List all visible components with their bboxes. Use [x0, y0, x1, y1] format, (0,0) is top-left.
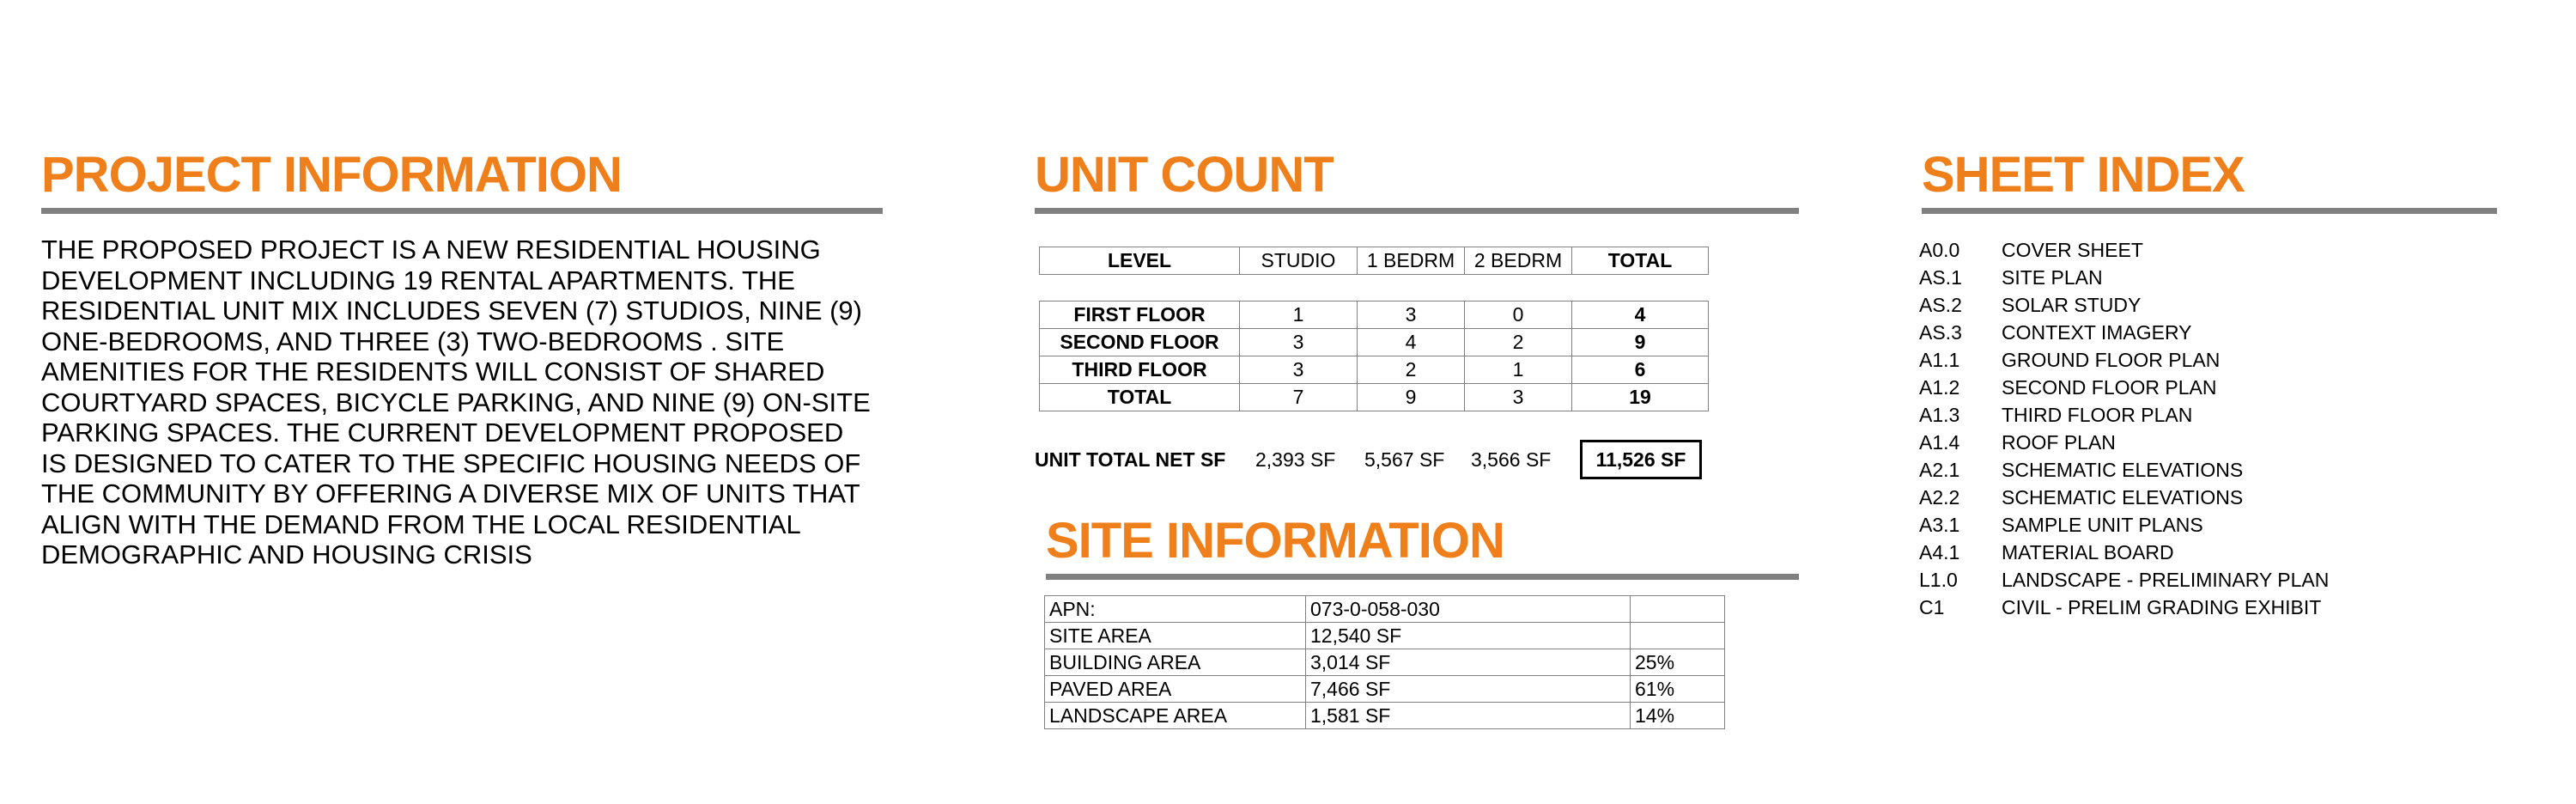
heading-divider [41, 208, 883, 214]
heading-divider [1035, 208, 1799, 214]
description-line: ALIGN WITH THE DEMAND FROM THE LOCAL RESIDENTIAL [41, 509, 801, 539]
site-percent-cell [1631, 623, 1725, 649]
list-item [1919, 484, 2329, 511]
total-cell: 6 [1572, 356, 1709, 384]
level-cell: FIRST FLOOR [1040, 302, 1240, 329]
two-bed-net-sf: 3,566 SF [1471, 448, 1552, 471]
level-cell: SECOND FLOOR [1040, 329, 1240, 356]
table-row [1045, 703, 1725, 729]
list-item [1919, 291, 2329, 319]
list-item [1919, 429, 2329, 456]
sheet-index-section [1922, 148, 2497, 214]
site-value-cell: 1,581 SF [1306, 703, 1631, 729]
description-line: COURTYARD SPACES, BICYCLE PARKING, AND NINE (9) ON-SITE [41, 387, 871, 417]
sheet-title: THIRD FLOOR PLAN [2002, 404, 2193, 426]
heading-divider [1046, 574, 1799, 580]
description-line: DEVELOPMENT INCLUDING 19 RENTAL APARTMENTS. THE [41, 265, 795, 295]
description-line: RESIDENTIAL UNIT MIX INCLUDES SEVEN (7) STUDIOS, NINE (9) [41, 295, 862, 326]
sheet-title: GROUND FLOOR PLAN [2002, 349, 2221, 371]
one-bed-cell: 2 [1358, 356, 1465, 384]
list-item [1919, 264, 2329, 291]
site-information-heading: SITE INFORMATION [1046, 513, 1504, 569]
sheet-code: A2.1 [1919, 459, 1960, 481]
studio-cell: 3 [1240, 329, 1358, 356]
sheet-code: A1.3 [1919, 404, 1960, 426]
list-item [1919, 401, 2329, 429]
table-row [1045, 623, 1725, 649]
unit-count-table [1039, 301, 1709, 411]
site-label-cell: SITE AREA [1045, 623, 1306, 649]
sheet-code: L1.0 [1919, 569, 1958, 591]
header-cell: 1 BEDRM [1358, 247, 1465, 275]
table-row [1040, 302, 1709, 329]
sheet-title: SECOND FLOOR PLAN [2002, 376, 2217, 399]
level-cell: TOTAL [1040, 384, 1240, 411]
site-information-table [1044, 595, 1725, 729]
one-bed-cell: 4 [1358, 329, 1465, 356]
level-cell: THIRD FLOOR [1040, 356, 1240, 384]
total-net-sf: 11,526 SF [1580, 440, 1702, 479]
sheet-code: A4.1 [1919, 541, 1960, 563]
total-cell: 4 [1572, 302, 1709, 329]
sheet-code: C1 [1919, 596, 1945, 618]
site-percent-cell: 61% [1631, 676, 1725, 703]
list-item [1919, 374, 2329, 401]
table-row [1045, 676, 1725, 703]
sheet-title: CIVIL - PRELIM GRADING EXHIBIT [2002, 596, 2322, 618]
sheet-title: SOLAR STUDY [2002, 294, 2142, 316]
description-line: AMENITIES FOR THE RESIDENTS WILL CONSIST OF SHARED [41, 356, 825, 387]
sheet-code: A1.1 [1919, 349, 1960, 371]
sheet-title: ROOF PLAN [2002, 431, 2116, 454]
two-bed-cell: 1 [1465, 356, 1572, 384]
unit-total-net-sf-row [1035, 440, 1702, 479]
one-bed-cell: 9 [1358, 384, 1465, 411]
table-row [1045, 596, 1725, 623]
site-value-cell: 7,466 SF [1306, 676, 1631, 703]
header-cell: LEVEL [1040, 247, 1240, 275]
header-cell: 2 BEDRM [1465, 247, 1572, 275]
description-line: ONE-BEDROOMS, AND THREE (3) TWO-BEDROOMS . SITE [41, 326, 785, 356]
list-item [1919, 566, 2329, 594]
sheet-title: MATERIAL BOARD [2002, 541, 2174, 563]
site-label-cell: BUILDING AREA [1045, 649, 1306, 676]
site-value-cell: 12,540 SF [1306, 623, 1631, 649]
header-cell: TOTAL [1572, 247, 1709, 275]
unit-count-header-table [1039, 247, 1709, 275]
list-item [1919, 319, 2329, 346]
sheet-code: A1.4 [1919, 431, 1960, 454]
table-row [1040, 329, 1709, 356]
list-item [1919, 511, 2329, 539]
sheet-index-heading: SHEET INDEX [1922, 147, 2245, 203]
site-percent-cell: 25% [1631, 649, 1725, 676]
sheet-title: SITE PLAN [2002, 266, 2103, 289]
project-description [41, 234, 883, 570]
description-line: IS DESIGNED TO CATER TO THE SPECIFIC HOUSING NEEDS OF [41, 448, 861, 478]
table-row [1045, 649, 1725, 676]
site-percent-cell: 14% [1631, 703, 1725, 729]
header-cell: STUDIO [1240, 247, 1358, 275]
net-sf-label: UNIT TOTAL NET SF [1035, 448, 1226, 471]
sheet-title: SCHEMATIC ELEVATIONS [2002, 486, 2244, 509]
sheet-title: SCHEMATIC ELEVATIONS [2002, 459, 2244, 481]
project-information-section [41, 148, 883, 570]
table-row [1040, 384, 1709, 411]
one-bed-cell: 3 [1358, 302, 1465, 329]
unit-count-heading: UNIT COUNT [1035, 147, 1334, 203]
unit-count-section [1035, 148, 1799, 214]
two-bed-cell: 3 [1465, 384, 1572, 411]
sheet-title: LANDSCAPE - PRELIMINARY PLAN [2002, 569, 2330, 591]
table-header-row [1040, 247, 1709, 275]
sheet-title: COVER SHEET [2002, 239, 2143, 261]
studio-net-sf: 2,393 SF [1255, 448, 1336, 471]
total-cell: 9 [1572, 329, 1709, 356]
studio-cell: 7 [1240, 384, 1358, 411]
two-bed-cell: 2 [1465, 329, 1572, 356]
two-bed-cell: 0 [1465, 302, 1572, 329]
project-information-heading: PROJECT INFORMATION [41, 147, 622, 203]
sheet-title: SAMPLE UNIT PLANS [2002, 514, 2203, 536]
sheet-code: A2.2 [1919, 486, 1960, 509]
site-percent-cell [1631, 596, 1725, 623]
sheet-code: AS.1 [1919, 266, 1962, 289]
description-line: THE COMMUNITY BY OFFERING A DIVERSE MIX OF UNITS THAT [41, 478, 860, 509]
studio-cell: 3 [1240, 356, 1358, 384]
site-label-cell: LANDSCAPE AREA [1045, 703, 1306, 729]
table-row [1040, 356, 1709, 384]
studio-cell: 1 [1240, 302, 1358, 329]
sheet-code: AS.2 [1919, 294, 1962, 316]
sheet-code: A1.2 [1919, 376, 1960, 399]
heading-divider [1922, 208, 2497, 214]
description-line: DEMOGRAPHIC AND HOUSING CRISIS [41, 539, 532, 570]
sheet-code: A3.1 [1919, 514, 1960, 536]
list-item [1919, 539, 2329, 566]
list-item [1919, 456, 2329, 484]
list-item [1919, 594, 2329, 621]
sheet-index-list [1919, 236, 2329, 621]
sheet-code: AS.3 [1919, 321, 1962, 344]
description-line: PARKING SPACES. THE CURRENT DEVELOPMENT PROPOSED [41, 417, 844, 448]
site-value-cell: 073-0-058-030 [1306, 596, 1631, 623]
site-information-section [1046, 514, 1799, 580]
site-value-cell: 3,014 SF [1306, 649, 1631, 676]
sheet-title: CONTEXT IMAGERY [2002, 321, 2192, 344]
sheet-code: A0.0 [1919, 239, 1960, 261]
total-cell: 19 [1572, 384, 1709, 411]
list-item [1919, 346, 2329, 374]
site-label-cell: APN: [1045, 596, 1306, 623]
one-bed-net-sf: 5,567 SF [1364, 448, 1445, 471]
description-line: THE PROPOSED PROJECT IS A NEW RESIDENTIAL HOUSING [41, 234, 821, 265]
site-label-cell: PAVED AREA [1045, 676, 1306, 703]
list-item [1919, 236, 2329, 264]
